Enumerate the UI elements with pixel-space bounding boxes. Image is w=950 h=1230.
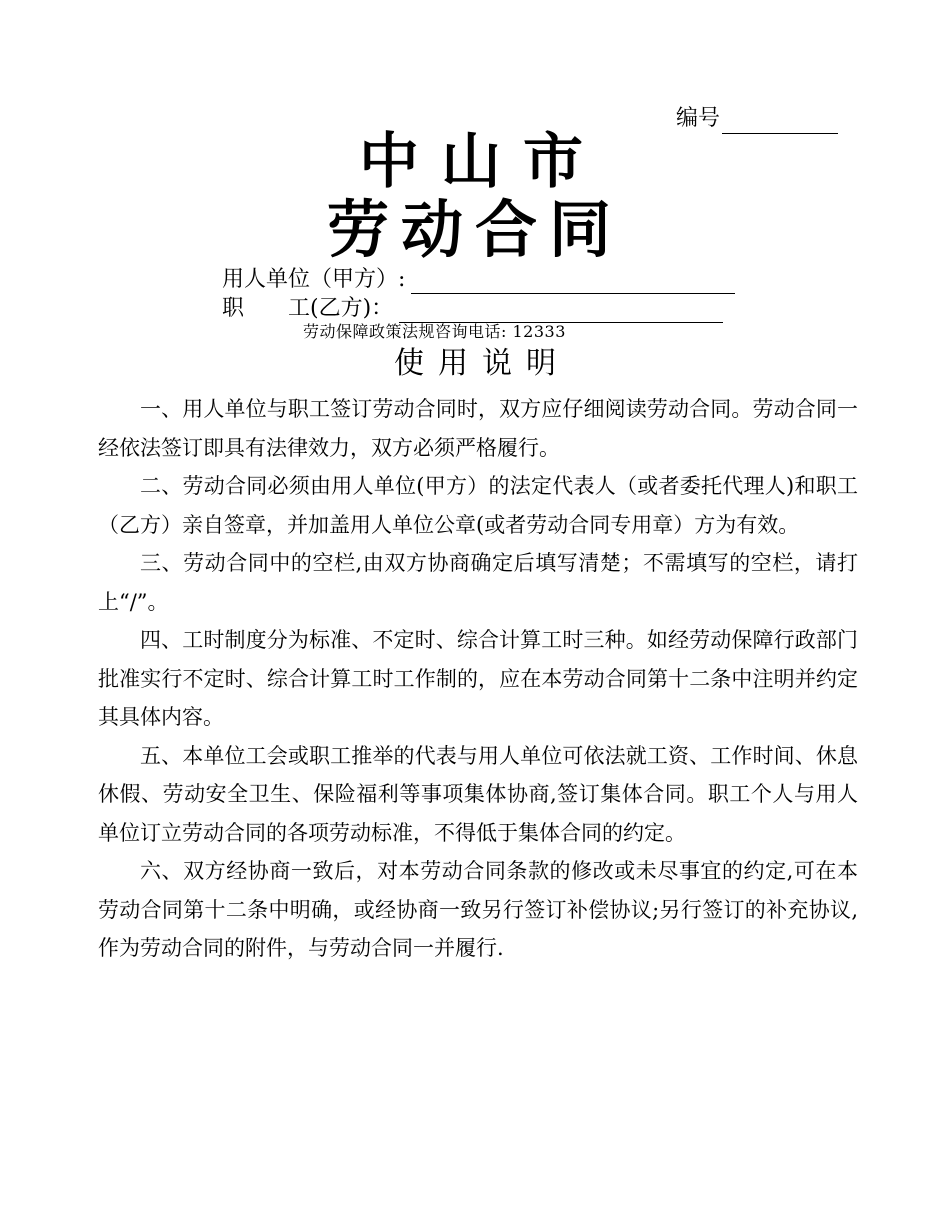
employer-field bbox=[222, 266, 735, 294]
instructions-body bbox=[98, 390, 858, 968]
serial-number-label: 编号 bbox=[676, 106, 721, 131]
employee-field bbox=[222, 295, 723, 323]
instruction-paragraph-2: 二、劳动合同必须由用人单位(甲方）的法定代表人（或者委托代理人)和职工（乙方）亲自签章，并加盖用人单位公章(或者劳动合同专用章）方为有效。 bbox=[98, 474, 858, 537]
employee-blank bbox=[399, 298, 723, 323]
instruction-paragraph-4: 四、工时制度分为标准、不定时、综合计算工时三种。如经劳动保障行政部门批准实行不定时、综合计算工时工作制的，应在本劳动合同第十二条中注明并约定其具体内容。 bbox=[98, 628, 858, 729]
employee-label-part1: 职 bbox=[222, 296, 245, 321]
document-title: 劳动合同 bbox=[326, 193, 623, 266]
hotline-text: 劳动保障政策法规咨询电话: 12333 bbox=[303, 322, 566, 341]
instruction-paragraph-5: 五、本单位工会或职工推举的代表与用人单位可依法就工资、工作时间、休息休假、劳动安全卫生、保险福利等事项集体协商,签订集体合同。职工个人与用人单位订立劳动合同的各项劳动标准，不得低于集体合同的约定。 bbox=[98, 743, 858, 845]
city-title: 中山市 bbox=[359, 127, 605, 197]
section-title: 使用说明 bbox=[394, 346, 570, 381]
employer-blank bbox=[411, 269, 735, 294]
instruction-paragraph-3: 三、劳动合同中的空栏,由双方协商确定后填写清楚；不需填写的空栏，请打上“/”。 bbox=[98, 551, 858, 614]
instruction-paragraph-6: 六、双方经协商一致后，对本劳动合同条款的修改或未尽事宜的约定,可在本劳动合同第十二条中明确，或经协商一致另行签订补偿协议;另行签订的补充协议,作为劳动合同的附件，与劳动合同一并履行. bbox=[98, 859, 858, 960]
employer-label: 用人单位（甲方）: bbox=[222, 267, 406, 292]
instruction-paragraph-1: 一、用人单位与职工签订劳动合同时，双方应仔细阅读劳动合同。劳动合同一经依法签订即具有法律效力，双方必须严格履行。 bbox=[98, 397, 858, 460]
employee-label-part2: 工(乙方)： bbox=[288, 296, 394, 321]
